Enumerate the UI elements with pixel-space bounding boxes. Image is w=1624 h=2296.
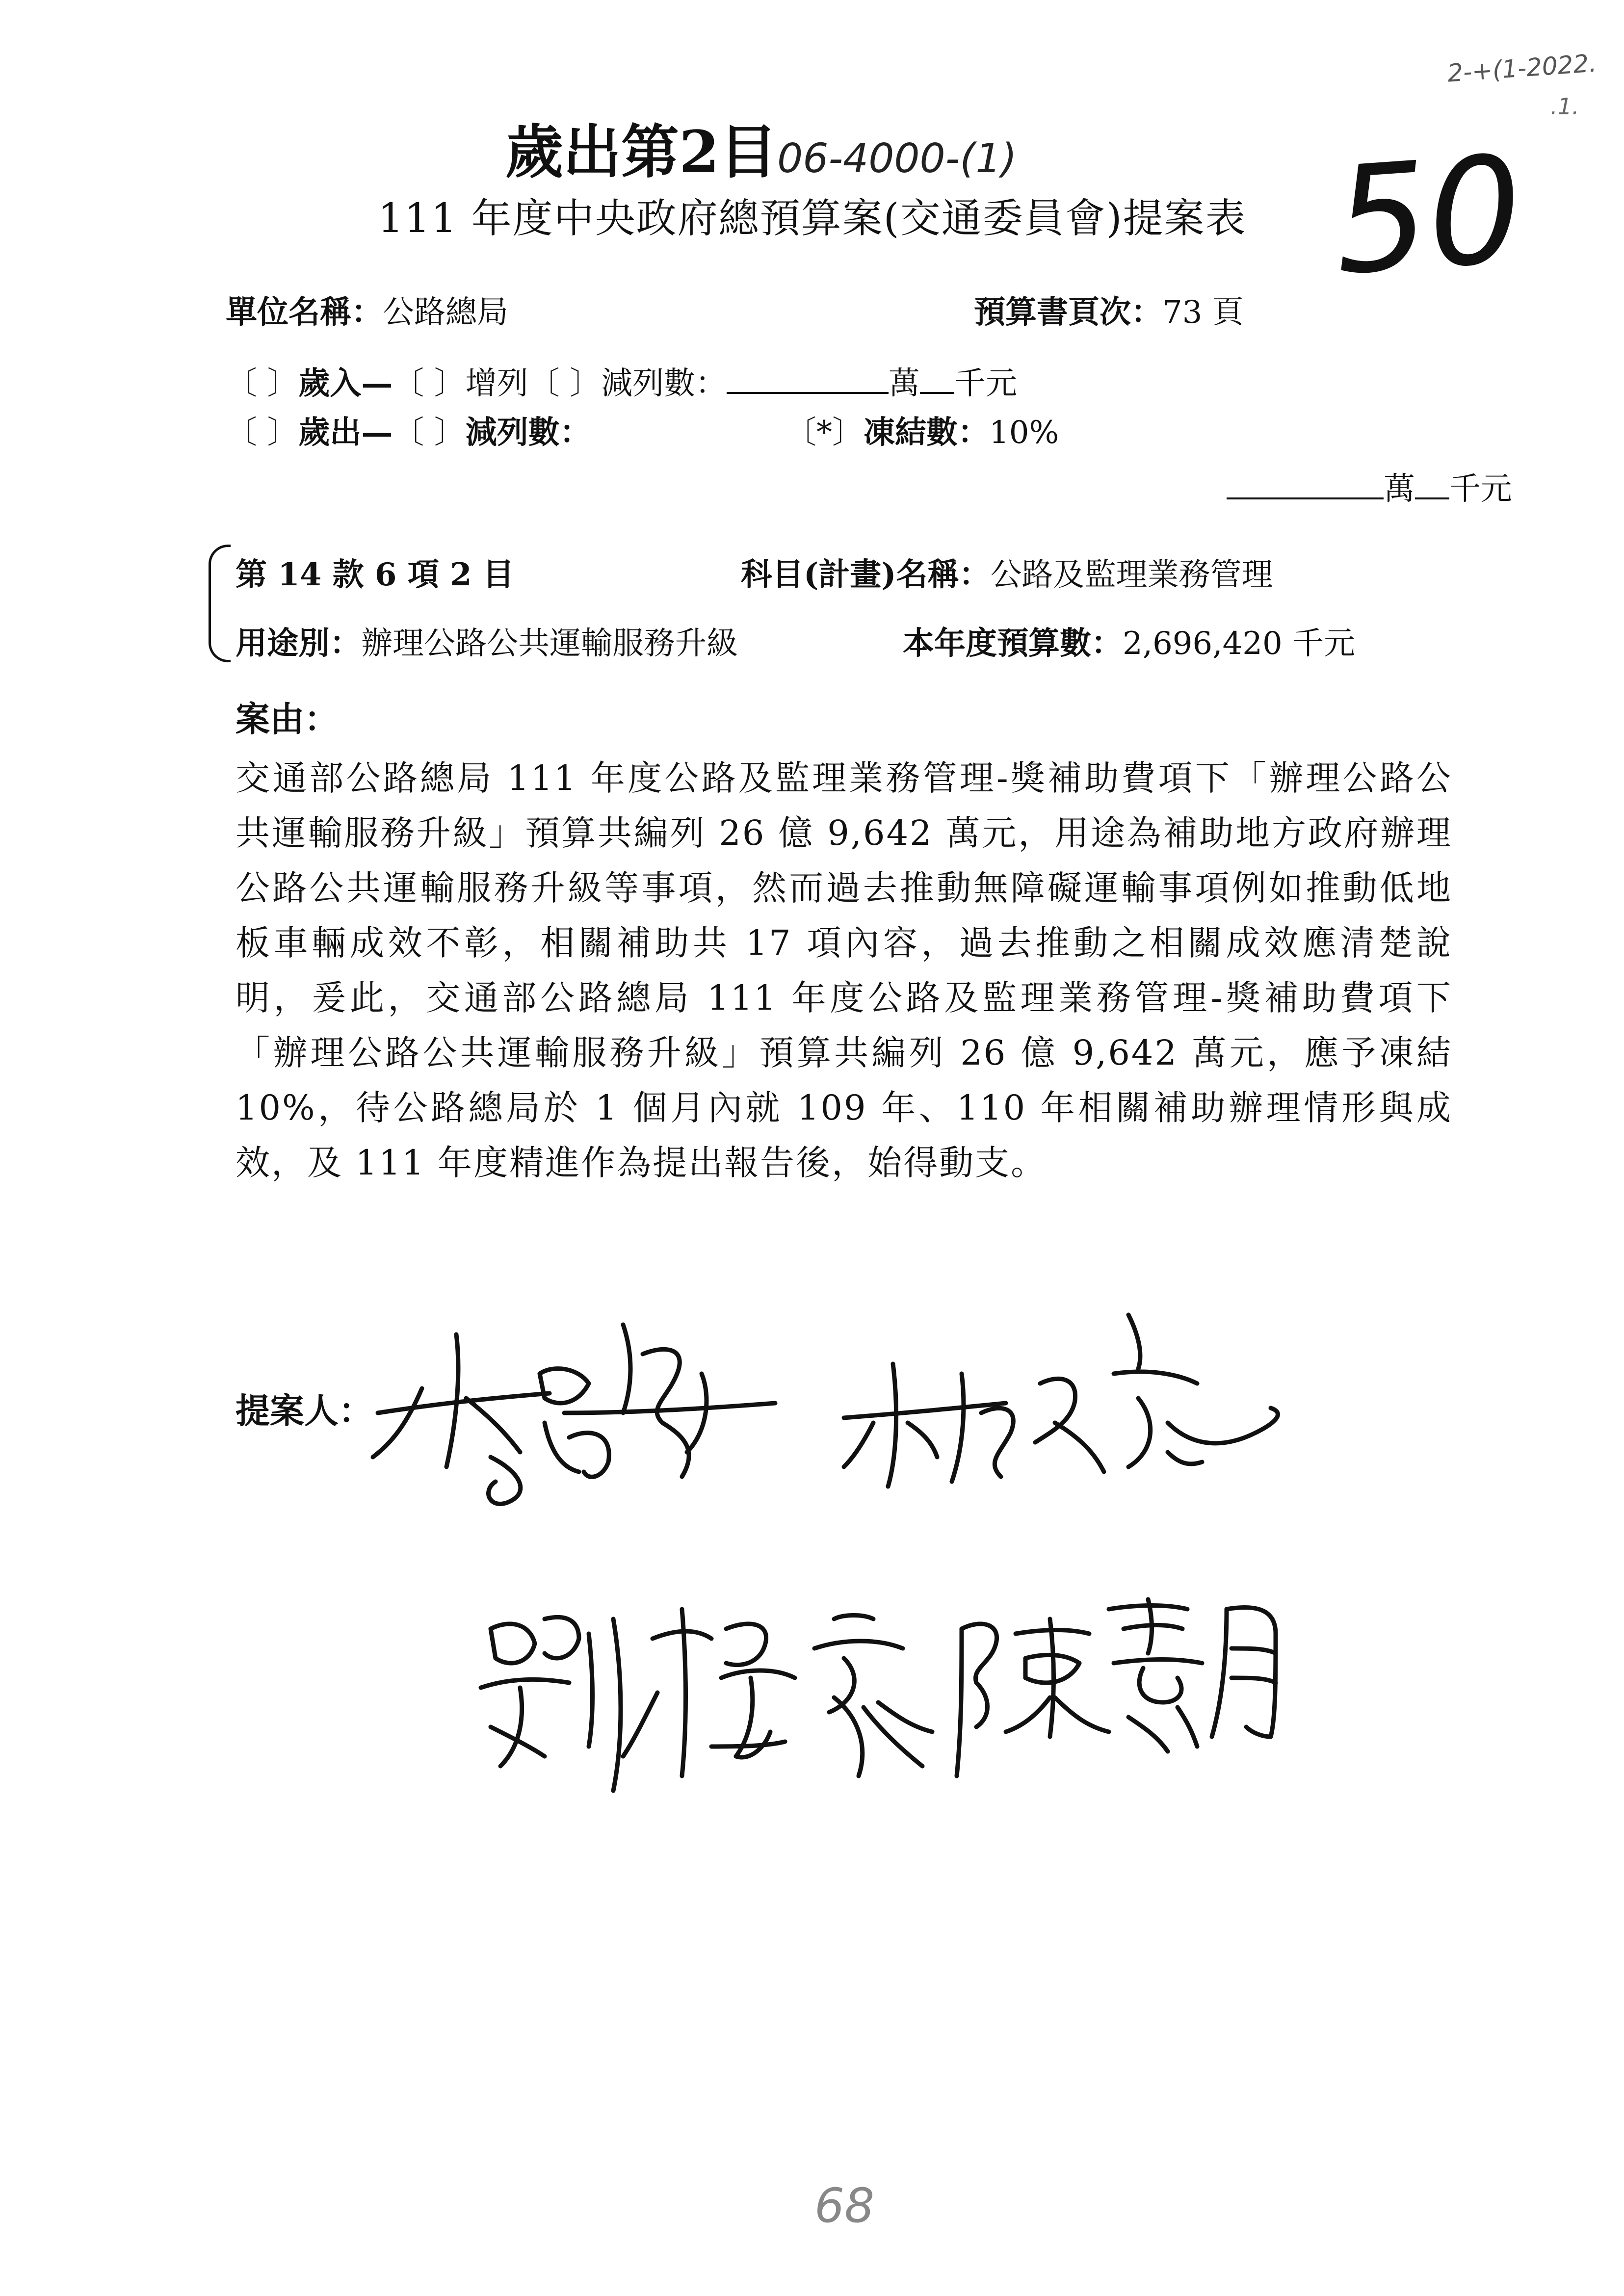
revenue-decrease: 〔 〕減列數： xyxy=(528,365,727,402)
revenue-label: 歲入— xyxy=(298,365,393,402)
proposer-label: 提案人： xyxy=(236,1390,373,1431)
signature-liu-chao-hao xyxy=(481,1609,932,1791)
revenue-wan: 萬 xyxy=(889,365,920,402)
proposal-number: 50 xyxy=(1329,124,1528,308)
header-code-suffix: 06-4000-(1) xyxy=(777,135,1017,182)
use-label: 用途別： xyxy=(236,625,361,662)
signature-chen-su-yueh xyxy=(957,1599,1276,1776)
unit-value: 公路總局 xyxy=(383,294,508,331)
reason-label: 案由： xyxy=(236,699,339,739)
subject-label: 科目(計畫)名稱： xyxy=(741,556,991,593)
freeze-label: 凍結數： xyxy=(864,414,989,451)
handwritten-corner-note-2: .1. xyxy=(1550,93,1579,120)
document-title: 111 年度中央政府總預算案(交通委員會)提案表 xyxy=(378,195,1247,242)
subject-value: 公路及監理業務管理 xyxy=(990,557,1273,593)
signature-li-kun-tse xyxy=(373,1325,775,1504)
header-code-prefix: 歲出第2目 xyxy=(505,118,778,186)
handwritten-corner-note: 2-+(1-2022. xyxy=(1446,49,1598,88)
expenditure-decrease-box: 〔 〕 xyxy=(393,415,466,451)
handwritten-page-number: 68 xyxy=(814,2178,875,2233)
use-value: 辦理公路公共運輸服務升級 xyxy=(361,626,738,662)
expenditure-label: 歲出— xyxy=(298,414,393,451)
signature-lin-chun-hsien xyxy=(844,1315,1278,1487)
budget-page-label: 預算書頁次： xyxy=(974,294,1162,331)
expenditure-decrease-label: 減列數： xyxy=(465,414,591,451)
annual-budget-label: 本年度預算數： xyxy=(903,625,1123,662)
revenue-checkbox: 〔 〕 xyxy=(226,365,299,402)
amount-qian: 千元 xyxy=(1449,471,1512,507)
revenue-increase: 〔 〕增列 xyxy=(393,365,528,402)
unit-label: 單位名稱： xyxy=(226,294,383,331)
revenue-qian: 千元 xyxy=(954,365,1018,402)
reason-body: 交通部公路總局 111 年度公路及監理業務管理-獎補助費項下「辦理公路公共運輸服務升級」預算共編列 26 億 9,642 萬元，用途為補助地方政府辦理公路公共運輸服務升級等事項，然而過去推動無障礙運輸事項例如推動低地板車輛成效不彰，相關補助共 17 項內容，過去推動之相關成效應清楚說明，爰此，交通部公路總局 111 年度公路及監理業務管理-獎補助費項下「辦理公路公共運輸服務升級」預算共編列 26 億 9,642 萬元，應予凍結 10%，待公路總局於 1 個月內就 109 年、110 年相關補助辦理情形與成效，及 111 年度精進作為提出報告後，始得動支。 xyxy=(236,758,1452,1183)
annual-budget-value: 2,696,420 千元 xyxy=(1123,626,1356,662)
item-value: 第 14 款 6 項 2 目 xyxy=(236,556,514,593)
amount-wan: 萬 xyxy=(1384,471,1415,507)
freeze-value: 10% xyxy=(989,415,1059,451)
budget-page-value: 73 頁 xyxy=(1162,294,1244,331)
freeze-checkbox: 〔*〕 xyxy=(785,415,864,451)
expenditure-checkbox: 〔 〕 xyxy=(226,415,299,451)
